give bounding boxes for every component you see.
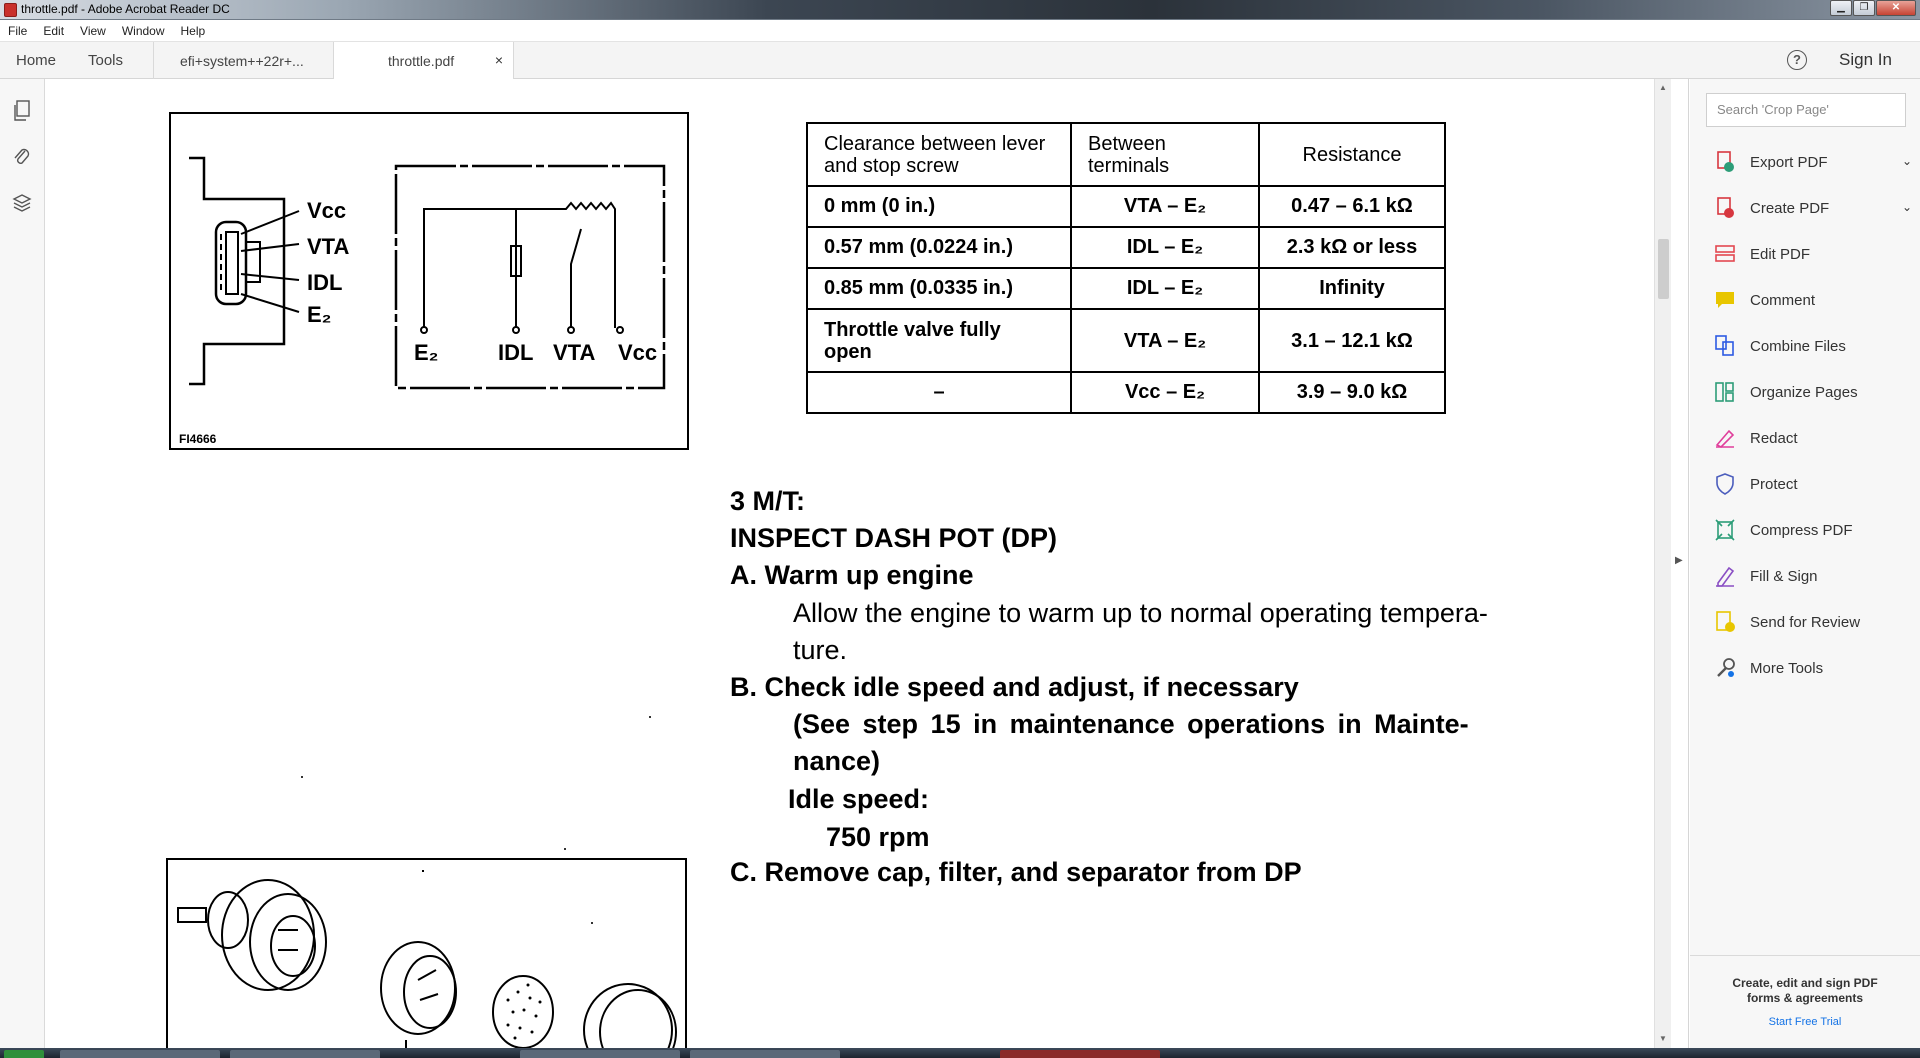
tool-combine-files[interactable] xyxy=(1714,332,1914,360)
figure-throttle-sensor-diagram xyxy=(169,112,689,450)
heading-mt: 3 M/T: xyxy=(730,486,806,516)
tool-label: Protect xyxy=(1750,475,1798,493)
cell-clearance xyxy=(807,309,1071,372)
close-tab-icon[interactable]: × xyxy=(494,52,503,68)
send-review-icon xyxy=(1714,611,1736,633)
terminal-label-idl: IDL xyxy=(498,340,534,365)
cell-resistance: 3.9 – 9.0 kΩ xyxy=(1259,372,1445,413)
start-free-trial-link[interactable]: Start Free Trial xyxy=(1768,1016,1842,1028)
tool-protect[interactable] xyxy=(1714,470,1914,498)
create-pdf-icon xyxy=(1714,197,1736,219)
table-row xyxy=(807,227,1445,268)
connector-label-vcc: Vcc xyxy=(307,198,347,223)
tool-fill-sign[interactable] xyxy=(1714,562,1914,590)
header-clearance-line-1: Clearance between lever xyxy=(824,132,1046,155)
help-icon[interactable]: ? xyxy=(1787,50,1807,70)
menu-window[interactable]: Window xyxy=(121,23,165,38)
header-clearance xyxy=(807,123,1071,186)
tool-label: Send for Review xyxy=(1750,613,1861,631)
scan-speck xyxy=(564,848,566,850)
collapse-right-pane-icon[interactable]: ▶ xyxy=(1675,555,1683,566)
header-terminals-line-2: terminals xyxy=(1088,154,1170,177)
tool-label: Comment xyxy=(1750,291,1816,309)
header-clearance-line-2: and stop screw xyxy=(824,154,959,177)
left-navigation-pane xyxy=(0,79,45,1048)
tools-search-input[interactable]: Search 'Crop Page' xyxy=(1706,93,1906,127)
header-resistance: Resistance xyxy=(1259,123,1445,186)
step-c-heading: C. Remove cap, filter, and separator from DP xyxy=(730,857,1302,887)
idle-speed-value: 750 rpm xyxy=(826,822,930,852)
cell-terminals: VTA – E₂ xyxy=(1071,309,1259,372)
organize-pages-icon xyxy=(1714,381,1736,403)
vertical-scrollbar[interactable] xyxy=(1654,79,1671,1048)
tool-export-pdf[interactable] xyxy=(1714,148,1914,176)
right-pane-collapse-strip xyxy=(1671,79,1689,1048)
trial-promo xyxy=(1690,955,1920,1048)
attachments-icon[interactable] xyxy=(12,146,32,168)
menu-edit[interactable]: Edit xyxy=(43,23,65,38)
figure-code: FI4666 xyxy=(179,432,217,446)
menu-view[interactable]: View xyxy=(80,23,106,38)
table-row xyxy=(807,186,1445,227)
window-title: throttle.pdf - Adobe Acrobat Reader DC xyxy=(21,2,230,16)
menu-bar xyxy=(0,20,1920,42)
maximize-button[interactable]: ❐ xyxy=(1853,0,1875,16)
taskbar-item[interactable] xyxy=(230,1050,380,1058)
tab-document-throttle-label: throttle.pdf xyxy=(388,53,455,69)
promo-text-line-1: Create, edit and sign PDF xyxy=(1732,976,1878,990)
taskbar-item[interactable] xyxy=(520,1050,680,1058)
scrollbar-thumb[interactable] xyxy=(1658,239,1669,299)
edit-pdf-icon xyxy=(1714,243,1736,265)
sign-in-button[interactable]: Sign In xyxy=(1839,50,1892,69)
cell-clearance-line-2: open xyxy=(824,340,872,363)
step-a-body-line-2: ture. xyxy=(793,635,848,665)
tab-document-efi[interactable] xyxy=(154,42,334,79)
tool-comment[interactable] xyxy=(1714,286,1914,314)
connector-label-e2: E₂ xyxy=(307,302,332,327)
header-terminals-line-1: Between xyxy=(1088,132,1166,155)
scroll-down-arrow-icon[interactable]: ▼ xyxy=(1659,1034,1667,1043)
redact-icon xyxy=(1714,427,1736,449)
tool-label: Compress PDF xyxy=(1750,521,1853,539)
step-a-body-line-1: Allow the engine to warm up to normal operating tempera- xyxy=(793,598,1488,628)
tools-pane xyxy=(1690,79,1920,1048)
cell-terminals: Vcc – E₂ xyxy=(1071,372,1259,413)
menu-help[interactable]: Help xyxy=(180,23,206,38)
table-row xyxy=(807,372,1445,413)
taskbar-item[interactable] xyxy=(690,1050,840,1058)
dash-pot-parts-illustration xyxy=(168,860,684,1048)
tab-home[interactable]: Home xyxy=(16,52,57,69)
step-a-heading: A. Warm up engine xyxy=(730,560,974,590)
minimize-button[interactable]: ▁ xyxy=(1830,0,1852,16)
terminal-label-e2: E₂ xyxy=(414,340,439,365)
resistance-spec-table xyxy=(806,122,1446,414)
table-row xyxy=(807,268,1445,309)
export-pdf-icon xyxy=(1714,151,1736,173)
start-button[interactable] xyxy=(4,1050,44,1058)
more-tools-icon xyxy=(1714,657,1736,679)
tool-label: Export PDF xyxy=(1750,153,1828,171)
tool-label: Organize Pages xyxy=(1750,383,1858,401)
promo-text xyxy=(1690,976,1920,1006)
tab-document-throttle[interactable] xyxy=(334,42,514,80)
cell-clearance: – xyxy=(807,372,1071,413)
connector-label-idl: IDL xyxy=(307,270,343,295)
taskbar-item[interactable] xyxy=(60,1050,220,1058)
table-row xyxy=(807,309,1445,372)
promo-text-line-2: forms & agreements xyxy=(1746,991,1864,1005)
sensor-wiring-diagram xyxy=(171,114,686,447)
cell-clearance: 0 mm (0 in.) xyxy=(807,186,1071,227)
window-title-bar xyxy=(0,0,1920,20)
connector-label-vta: VTA xyxy=(307,234,350,259)
acrobat-app-icon xyxy=(4,3,17,17)
scroll-up-arrow-icon[interactable]: ▲ xyxy=(1659,83,1667,92)
tool-label: Combine Files xyxy=(1750,337,1846,355)
cell-resistance: Infinity xyxy=(1259,268,1445,309)
header-terminals xyxy=(1071,123,1259,186)
tab-tools[interactable]: Tools xyxy=(72,42,154,79)
tool-send-for-review[interactable] xyxy=(1714,608,1914,636)
cell-clearance: 0.85 mm (0.0335 in.) xyxy=(807,268,1071,309)
table-header-row xyxy=(807,123,1445,186)
chevron-down-icon[interactable]: ⌄ xyxy=(1901,154,1912,168)
page-thumbnails-icon[interactable] xyxy=(12,100,32,122)
comment-icon xyxy=(1714,289,1736,311)
tool-organize-pages[interactable] xyxy=(1714,378,1914,406)
terminal-label-vcc: Vcc xyxy=(618,340,658,365)
tab-document-efi-label: efi+system++22r+... xyxy=(180,52,304,69)
tool-label: More Tools xyxy=(1750,659,1824,677)
scan-speck xyxy=(301,776,303,778)
layers-icon[interactable] xyxy=(12,192,32,214)
fill-sign-icon xyxy=(1714,565,1736,587)
tool-label: Fill & Sign xyxy=(1750,567,1818,585)
tool-label: Edit PDF xyxy=(1750,245,1811,263)
close-window-button[interactable]: ✕ xyxy=(1876,0,1916,16)
chevron-down-icon[interactable]: ⌄ xyxy=(1901,200,1912,214)
tool-create-pdf[interactable] xyxy=(1714,194,1914,222)
cell-terminals: IDL – E₂ xyxy=(1071,268,1259,309)
cell-resistance: 0.47 – 6.1 kΩ xyxy=(1259,186,1445,227)
menu-file[interactable]: File xyxy=(8,23,28,38)
tool-redact[interactable] xyxy=(1714,424,1914,452)
protect-icon xyxy=(1714,473,1736,495)
cell-resistance: 2.3 kΩ or less xyxy=(1259,227,1445,268)
cell-clearance: 0.57 mm (0.0224 in.) xyxy=(807,227,1071,268)
tab-bar xyxy=(0,42,1920,79)
cell-terminals: IDL – E₂ xyxy=(1071,227,1259,268)
step-b-body-line-2: nance) xyxy=(793,746,881,776)
window-controls xyxy=(1829,0,1916,18)
heading-inspect-dash-pot: INSPECT DASH POT (DP) xyxy=(730,523,1058,553)
step-b-body-line-1: (See step 15 in maintenance operations in Mainte- xyxy=(793,709,1469,739)
tool-label: Create PDF xyxy=(1750,199,1830,217)
cell-clearance-line-1: Throttle valve fully xyxy=(824,318,1001,341)
taskbar-item-acrobat[interactable] xyxy=(1000,1050,1160,1058)
tool-label: Redact xyxy=(1750,429,1798,447)
combine-files-icon xyxy=(1714,335,1736,357)
tool-more-tools[interactable] xyxy=(1714,654,1914,682)
compress-pdf-icon xyxy=(1714,519,1736,541)
tool-compress-pdf[interactable] xyxy=(1714,516,1914,544)
terminal-label-vta: VTA xyxy=(553,340,596,365)
cell-resistance: 3.1 – 12.1 kΩ xyxy=(1259,309,1445,372)
idle-speed-label: Idle speed: xyxy=(788,784,930,814)
taskbar xyxy=(0,1048,1920,1058)
step-b-heading: B. Check idle speed and adjust, if necessary xyxy=(730,672,1299,702)
cell-terminals: VTA – E₂ xyxy=(1071,186,1259,227)
tool-edit-pdf[interactable] xyxy=(1714,240,1914,268)
figure-dash-pot-parts xyxy=(166,858,687,1048)
scan-speck xyxy=(649,716,651,718)
document-view xyxy=(46,79,1654,1048)
